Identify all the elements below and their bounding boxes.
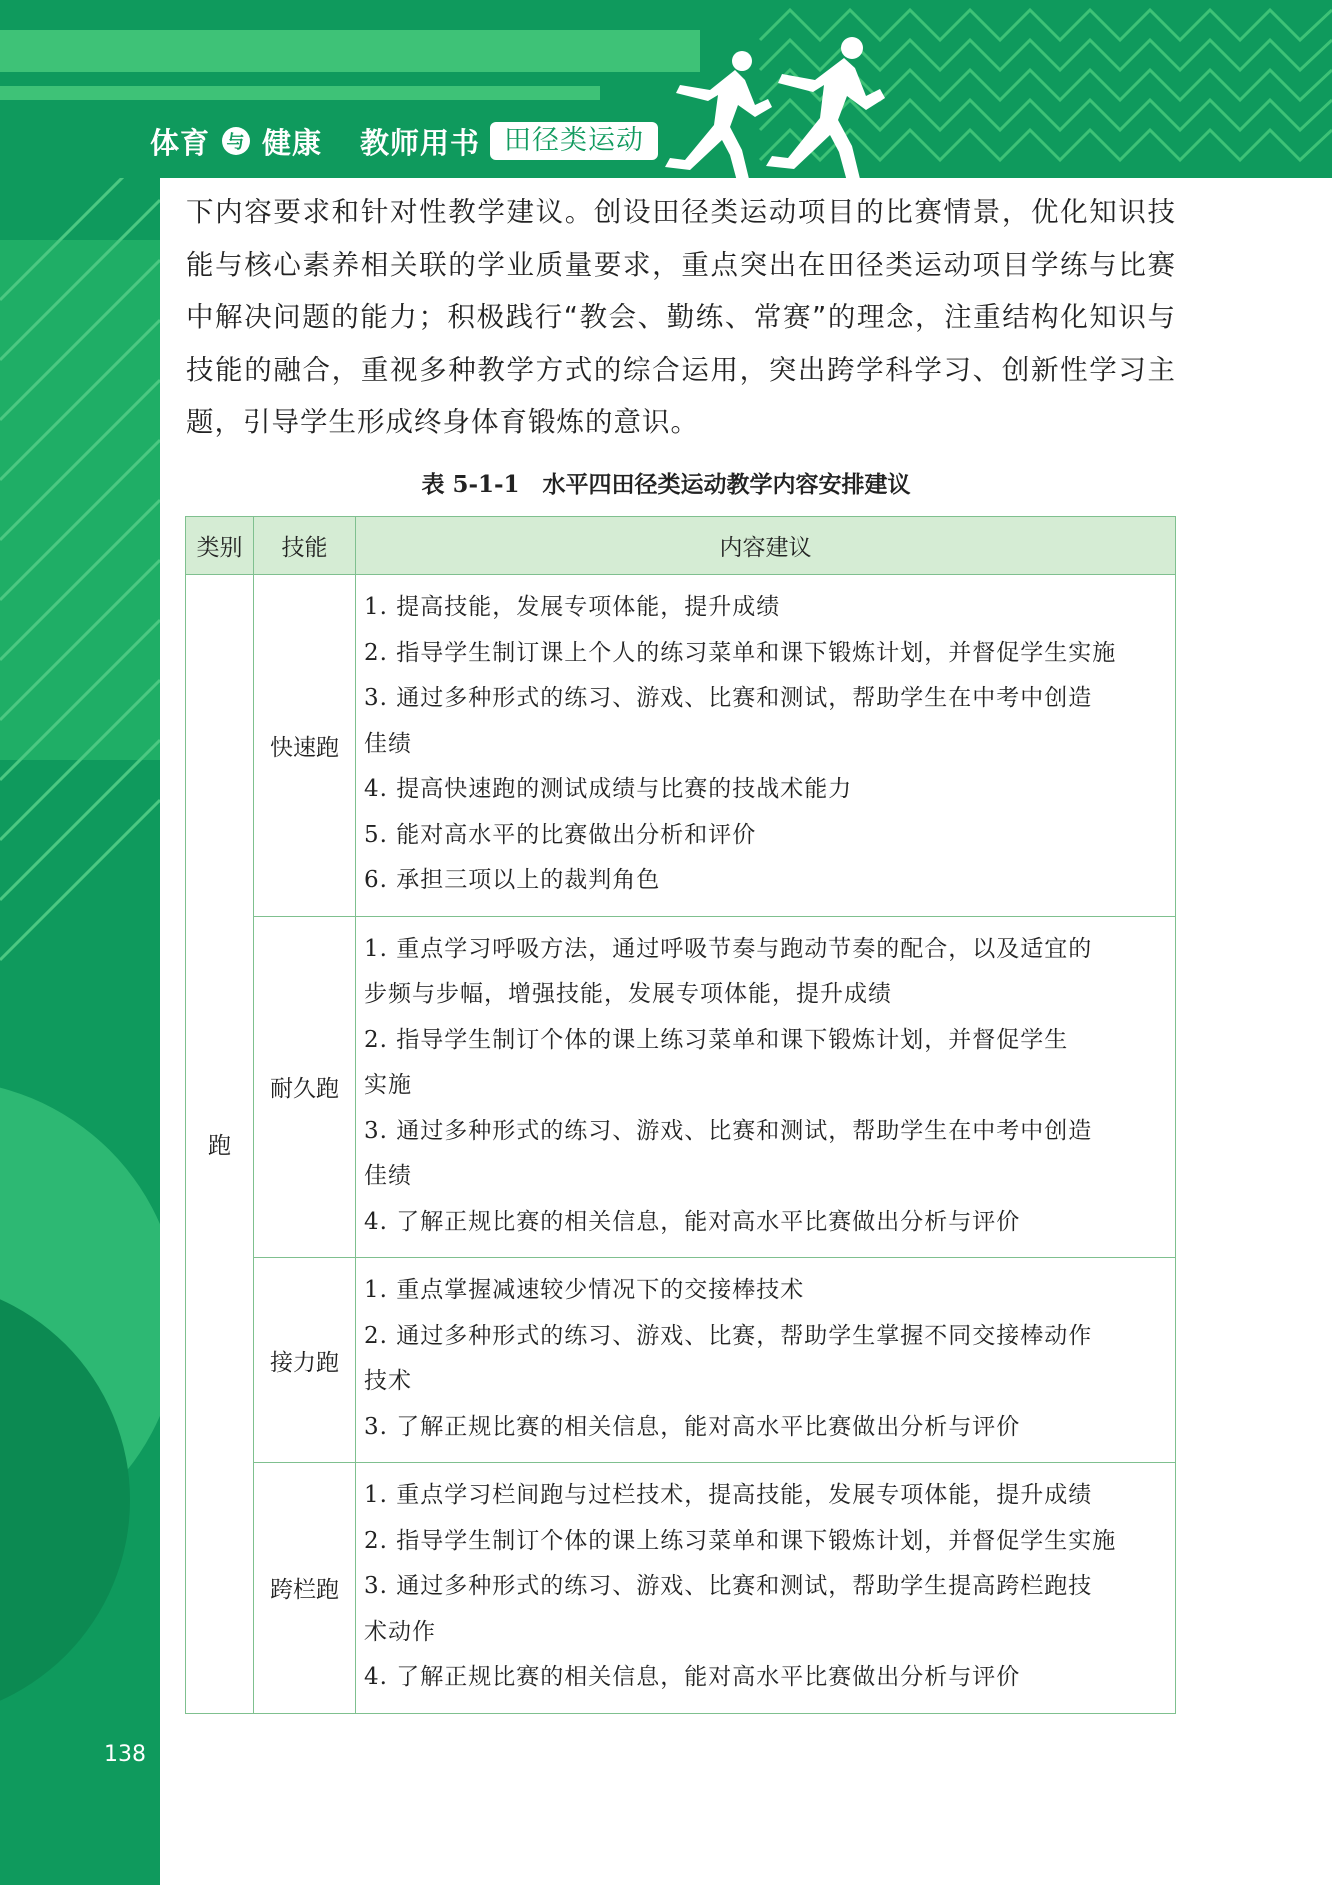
content-cell-endurance [356, 916, 1176, 1258]
teaching-content-table [185, 516, 1176, 1714]
table-header-row [186, 517, 1176, 575]
category-cell: 跑 [186, 575, 254, 1714]
skill-cell-relay: 接力跑 [254, 1258, 356, 1463]
content-line: 1. 重点掌握减速较少情况下的交接棒技术 [364, 1277, 805, 1303]
content-line: 2. 通过多种形式的练习、游戏、比赛，帮助学生掌握不同交接棒动作 [364, 1322, 1093, 1349]
left-decorative-band [0, 0, 160, 1885]
content-line: 2. 指导学生制订个体的课上练习菜单和课下锻炼计划，并督促学生实施 [364, 1527, 1117, 1554]
header-content: 内容建议 [356, 517, 1176, 575]
skill-cell-endurance: 耐久跑 [254, 916, 356, 1258]
content-line: 1. 重点学习呼吸方法，通过呼吸节奏与跑动节奏的配合，以及适宜的 [364, 935, 1093, 962]
content-line: 1. 重点学习栏间跑与过栏技术，提高技能，发展专项体能，提升成绩 [364, 1482, 1093, 1508]
page-header [0, 0, 1332, 178]
content-line: 3. 通过多种形式的练习、游戏、比赛和测试，帮助学生在中考中创造 [364, 685, 1093, 711]
content-line: 3. 了解正规比赛的相关信息，能对高水平比赛做出分析与评价 [364, 1413, 1021, 1440]
content-line: 技术 [364, 1368, 412, 1394]
content-line: 4. 提高快速跑的测试成绩与比赛的技战术能力 [364, 776, 853, 802]
content-cell-hurdles [356, 1463, 1176, 1714]
table-row [186, 1463, 1176, 1714]
content-cell-relay [356, 1258, 1176, 1463]
skill-cell-sprint: 快速跑 [254, 575, 356, 917]
content-line: 5. 能对高水平的比赛做出分析和评价 [364, 821, 757, 848]
content-line: 步频与步幅，增强技能，发展专项体能，提升成绩 [364, 981, 892, 1007]
header-category: 类别 [186, 517, 254, 575]
content-line: 6. 承担三项以上的裁判角色 [364, 867, 661, 893]
header-skill: 技能 [254, 517, 356, 575]
page-number: 138 [104, 1742, 146, 1767]
band-pattern [0, 0, 160, 1885]
content-line: 4. 了解正规比赛的相关信息，能对高水平比赛做出分析与评价 [364, 1664, 1021, 1690]
content-cell-sprint [356, 575, 1176, 917]
book-title-part1: 体育 [150, 125, 211, 160]
book-title-part2: 健康 [262, 125, 323, 160]
content-line: 2. 指导学生制订个体的课上练习菜单和课下锻炼计划，并督促学生 [364, 1026, 1069, 1053]
skill-cell-hurdles: 跨栏跑 [254, 1463, 356, 1714]
table-row [186, 916, 1176, 1258]
table-row [186, 1258, 1176, 1463]
book-title-connector-badge: 与 [222, 127, 250, 155]
content-line: 实施 [364, 1072, 412, 1098]
book-subtitle: 教师用书 [360, 125, 481, 160]
table-row [186, 575, 1176, 917]
book-brand [150, 121, 658, 161]
body-paragraph: 下内容要求和针对性教学建议。创设田径类运动项目的比赛情景，优化知识技能与核心素养相关联的学业质量要求，重点突出在田径类运动项目学练与比赛中解决问题的能力；积极践行“教会、勤练、常赛”的理念，注重结构化知识与技能的融合，重视多种教学方式的综合运用，突出跨学科学习、创新性学习主题，引导学生形成终身体育锻炼的意识。 [186, 196, 1176, 438]
content-line: 3. 通过多种形式的练习、游戏、比赛和测试，帮助学生提高跨栏跑技 [364, 1573, 1093, 1599]
content-line: 术动作 [364, 1618, 436, 1645]
content-line: 佳绩 [364, 730, 412, 757]
content-line: 2. 指导学生制订课上个人的练习菜单和课下锻炼计划，并督促学生实施 [364, 639, 1117, 666]
table-title: 表 5-1-1 水平四田径类运动教学内容安排建议 [421, 471, 911, 498]
content-line: 1. 提高技能，发展专项体能，提升成绩 [364, 594, 781, 620]
content-line: 佳绩 [364, 1163, 412, 1189]
content-line: 4. 了解正规比赛的相关信息，能对高水平比赛做出分析与评价 [364, 1208, 1021, 1235]
chapter-chip: 田径类运动 [490, 122, 658, 160]
content-line: 3. 通过多种形式的练习、游戏、比赛和测试，帮助学生在中考中创造 [364, 1117, 1093, 1144]
